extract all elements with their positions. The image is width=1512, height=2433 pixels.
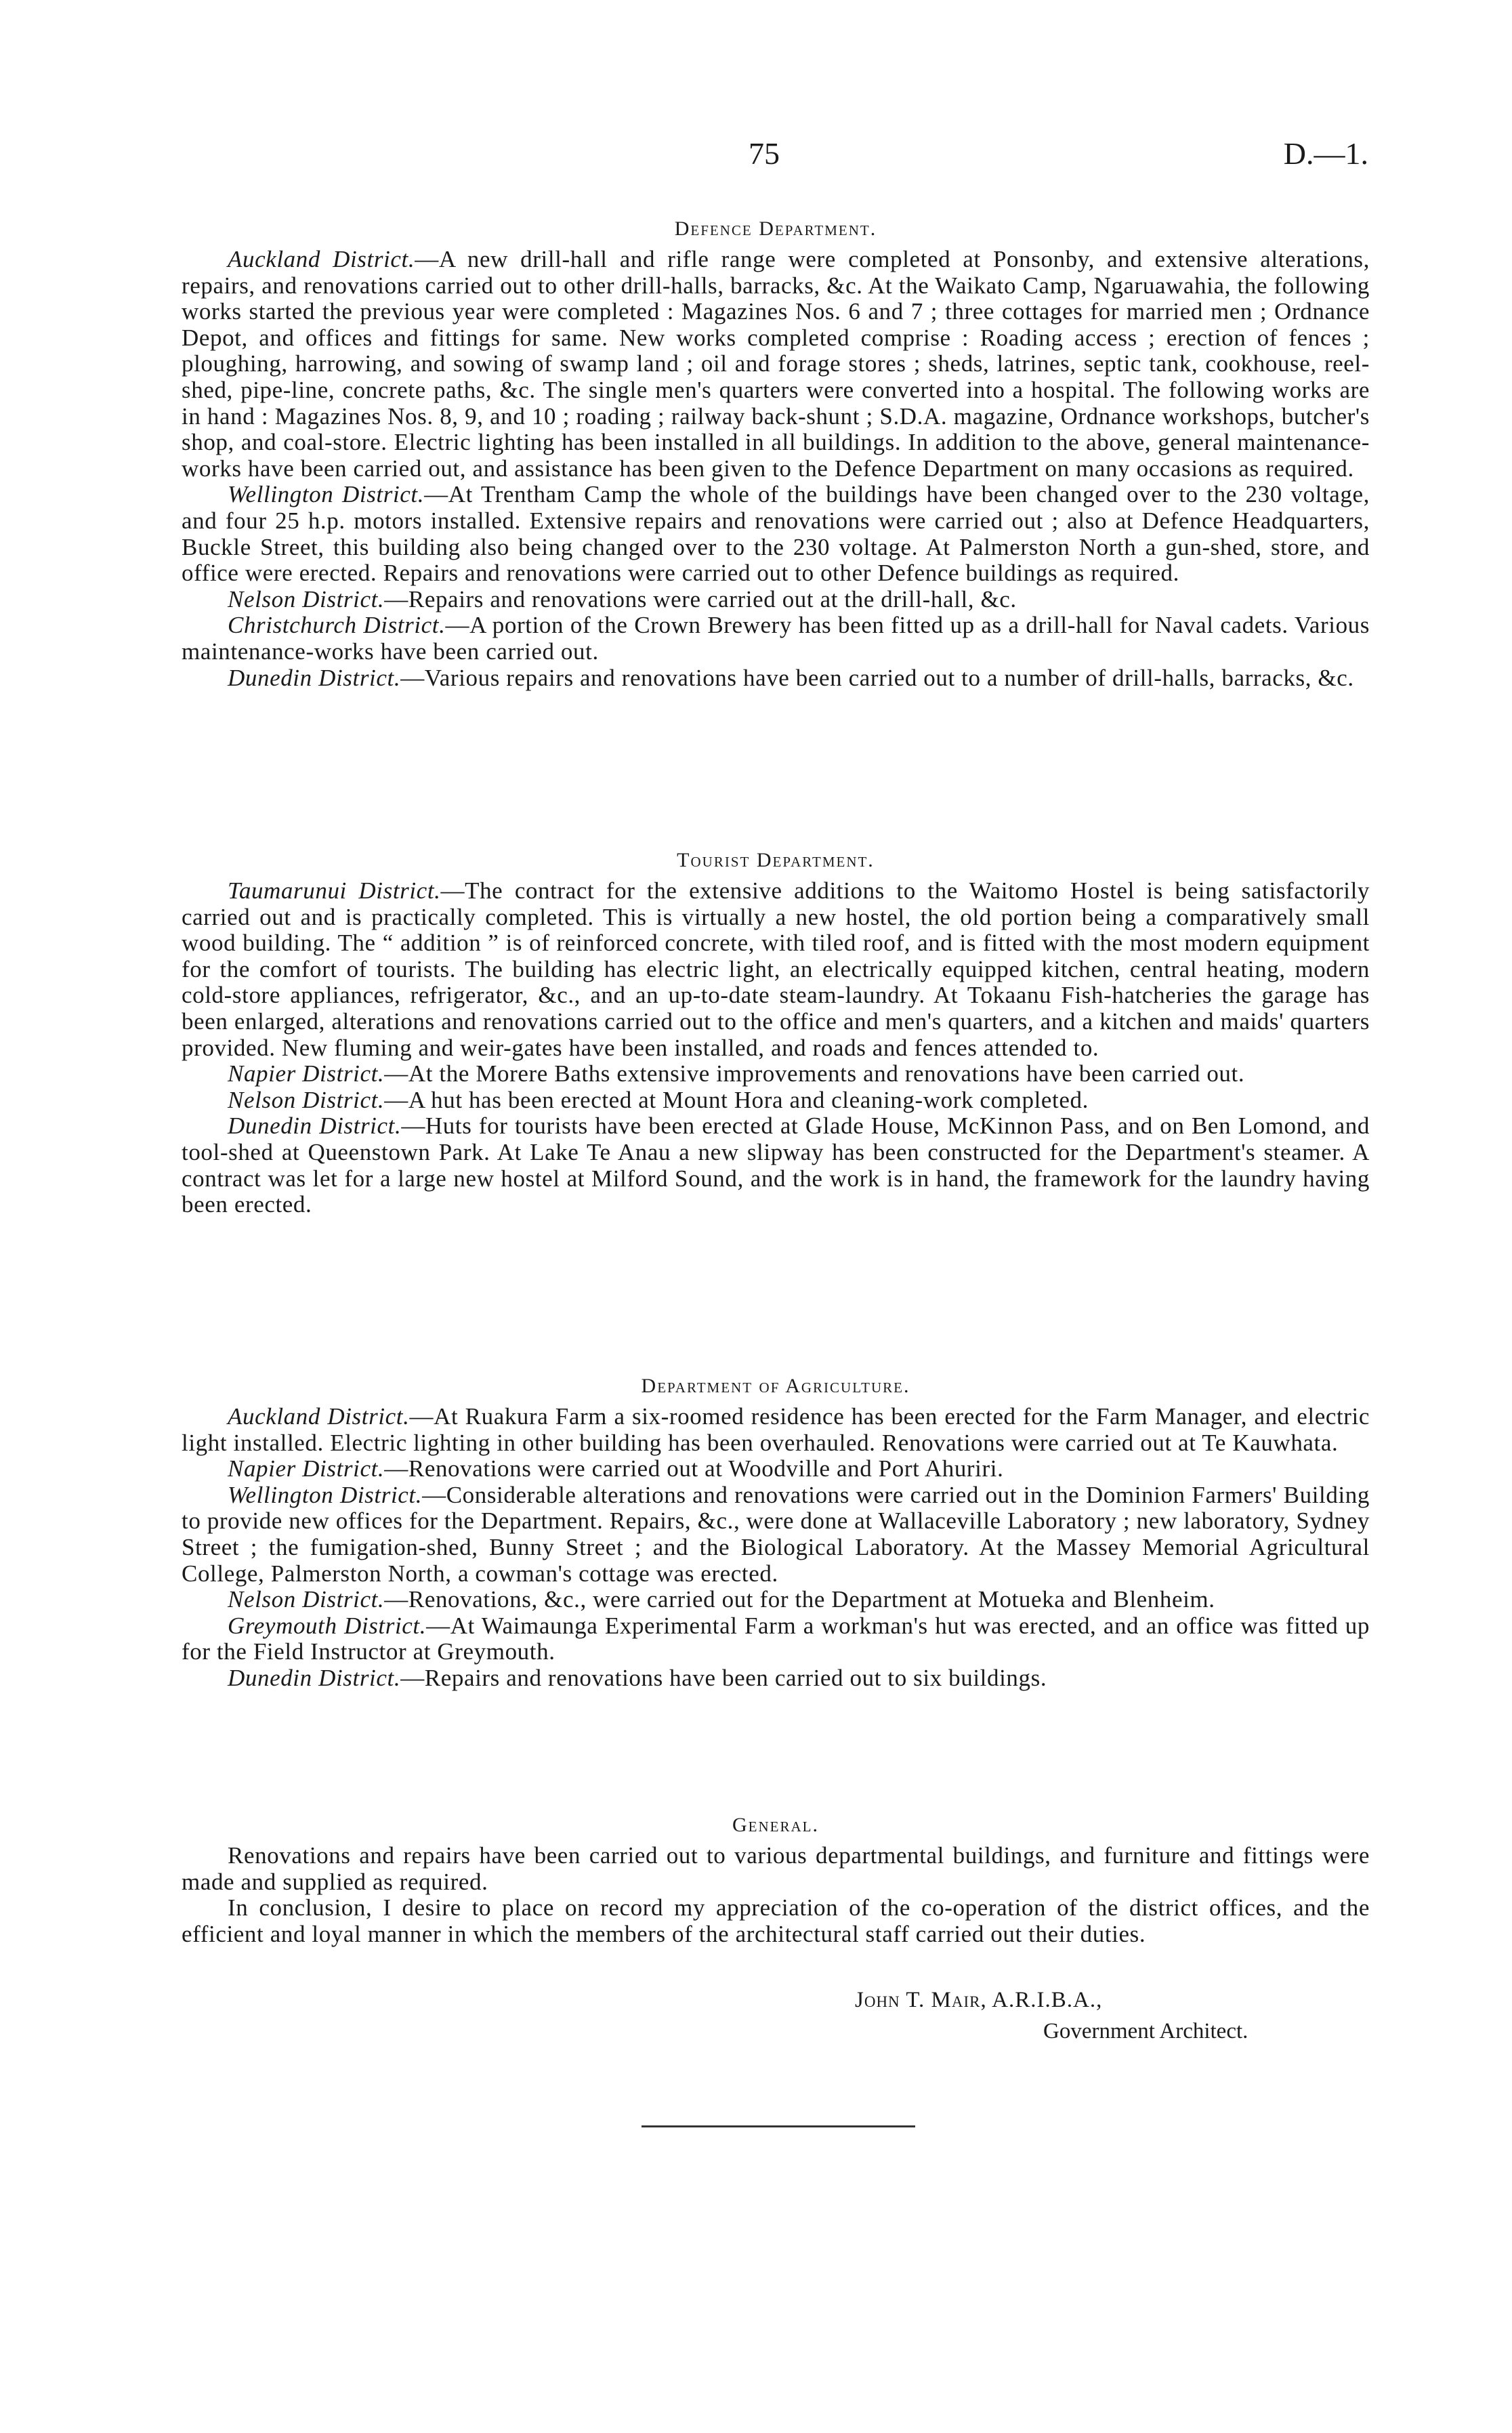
section-general: [182, 1812, 1370, 1947]
district-lead: Napier District.: [228, 1060, 385, 1087]
paragraph: [182, 1665, 1370, 1692]
paragraph-text: —Repairs and renovations have been carried out to six buildings.: [400, 1664, 1047, 1691]
paragraph: [182, 1404, 1370, 1456]
paragraph: [182, 1482, 1370, 1587]
paragraph-text: —A portion of the Crown Brewery has been fitted up as a drill-hall for Naval cadets. Various maintenance-works have been carried out.: [182, 612, 1370, 665]
section-heading: Defence Department.: [674, 217, 877, 240]
district-lead: Auckland District.: [228, 246, 415, 272]
section-agriculture: [182, 1373, 1370, 1692]
district-lead: Greymouth District.: [228, 1612, 427, 1639]
section-defence: [182, 215, 1370, 691]
paragraph-text: —The contract for the extensive additions to the Waitomo Hostel is being satisfactorily carried out and is practically completed. This is virtually a new hostel, the old portion being a comparatively small wood building. The “ addition ” is of reinforced concrete, with tiled roof, and is fitted with the most modern equipment for the comfort of tourists. The building has electric light, an electrically equipped kitchen, central heating, modern cold-store appliances, refrigerator, &c., and an up-to-date steam-laundry. At Tokaanu Fish-hatcheries the garage has been enlarged, alterations and renovations carried out to the office and men's quarters, and a kitchen and maids' quarters provided. New fluming and weir-gates have been installed, and roads and fences attended to.: [182, 877, 1370, 1061]
paragraph: [182, 482, 1370, 586]
district-lead: Christchurch District.: [228, 612, 446, 639]
paragraph-text: —At the Morere Baths extensive improvements and renovations have been carried out.: [384, 1060, 1245, 1087]
section-heading: Tourist Department.: [677, 849, 875, 871]
district-lead: Dunedin District.: [228, 1112, 402, 1140]
signature-title: Government Architect.: [1043, 2019, 1248, 2043]
paragraph-text: —At Ruakura Farm a six-roomed residence has been erected for the Farm Manager, and electric light installed. Electric lighting in other building has been overhauled. Renovations were carried out at Te Kauwhata.: [182, 1403, 1370, 1456]
paragraph-text: —Renovations, &c., were carried out for the Department at Motueka and Blenheim.: [384, 1586, 1215, 1613]
district-lead: Napier District.: [228, 1455, 385, 1482]
paragraph: [182, 1087, 1370, 1114]
district-lead: Nelson District.: [228, 1586, 385, 1613]
district-lead: Nelson District.: [228, 585, 385, 612]
paragraph: [182, 1061, 1370, 1087]
paragraph: [182, 665, 1370, 692]
paragraph-text: —Renovations were carried out at Woodville and Port Ahuriri.: [384, 1455, 1004, 1482]
paragraph: [182, 878, 1370, 1061]
district-lead: Dunedin District.: [228, 1664, 401, 1691]
paragraph-text: —Considerable alterations and renovations were carried out in the Dominion Farmers' Building to provide new offices for the Department. Repairs, &c., were done at Wallaceville Laboratory ; new laboratory, Sydney Street ; the fumigation-shed, Bunny Street ; and the Biological Laboratory. At the Massey Memorial Agricultural College, Palmerston North, a cowman's cottage was erected.: [182, 1481, 1370, 1587]
district-lead: Taumarunui District.: [228, 877, 441, 904]
section-heading: General.: [732, 1814, 819, 1836]
paragraph: [182, 1587, 1370, 1613]
paragraph-text: —Various repairs and renovations have been carried out to a number of drill-halls, barracks, &c.: [400, 664, 1354, 691]
section-heading: Department of Agriculture.: [641, 1375, 910, 1397]
closing-rule: [642, 2125, 915, 2127]
paragraph-text: In conclusion, I desire to place on record my appreciation of the co-operation of the district offices, and the efficient and loyal manner in which the members of the architectural staff carried out their duties.: [182, 1894, 1370, 1947]
paragraph: [182, 1613, 1370, 1665]
district-lead: Nelson District.: [228, 1086, 385, 1113]
district-lead: Wellington District.: [228, 481, 425, 508]
paragraph: [182, 612, 1370, 665]
signature-name: John T. Mair, A.R.I.B.A.,: [855, 1988, 1103, 2012]
paragraph: [182, 1895, 1370, 1947]
paragraph: [182, 1456, 1370, 1482]
paragraph: [182, 247, 1370, 482]
paragraph: [182, 587, 1370, 613]
district-lead: Auckland District.: [228, 1403, 410, 1430]
district-lead: Wellington District.: [228, 1481, 423, 1508]
paragraph-text: —At Trentham Camp the whole of the buildings have been changed over to the 230 voltage, and four 25 h.p. motors installed. Extensive repairs and renovations were carried out ; also at Defence Headquarters, Buckle Street, this building also being changed over to the 230 voltage. At Palmerston North a gun-shed, store, and office were erected. Repairs and renovations were carried out to other Defence buildings as required.: [182, 481, 1370, 587]
paragraph-text: Renovations and repairs have been carried out to various departmental buildings, and furniture and fittings were made and supplied as required.: [182, 1842, 1370, 1895]
paragraph-text: —A hut has been erected at Mount Hora and cleaning-work completed.: [384, 1086, 1089, 1113]
section-tourist: [182, 847, 1370, 1218]
paragraph: [182, 1113, 1370, 1218]
paragraph-text: —Huts for tourists have been erected at Glade House, McKinnon Pass, and on Ben Lomond, and tool-shed at Queenstown Park. At Lake Te Anau a new slipway has been constructed for the Department's steamer. A contract was let for a large new hostel at Milford Sound, and the work is in hand, the framework for the laundry having been erected.: [182, 1112, 1370, 1218]
paragraph-text: —At Waimaunga Experimental Farm a workman's hut was erected, and an office was fitted up for the Field Instructor at Greymouth.: [182, 1612, 1370, 1665]
paragraph-text: —Repairs and renovations were carried out at the drill-hall, &c.: [384, 585, 1017, 612]
page-number: 75: [749, 136, 780, 171]
document-reference: D.—1.: [1283, 136, 1368, 171]
paragraph-text: —A new drill-hall and rifle range were completed at Ponsonby, and extensive alterations, repairs, and renovations carried out to other drill-halls, barracks, &c. At the Waikato Camp, Ngaruawahia, the following works started the previous year were completed : Magazines Nos. 6 and 7 ; three cottages for married men ; Ordnance Depot, and offices and fittings for same. New works completed comprise : Roading access ; erection of fences ; ploughing, harrowing, and sowing of swamp land ; oil and forage stores ; sheds, latrines, septic tank, cookhouse, reel-shed, pipe-line, concrete paths, &c. The single men's quarters were converted into a hospital. The following works are in hand : Magazines Nos. 8, 9, and 10 ; roading ; railway back-shunt ; S.D.A. magazine, Ordnance workshops, butcher's shop, and coal-store. Electric lighting has been installed in all buildings. In addition to the above, general maintenance-works have been carried out, and assistance has been given to the Defence Department on many occasions as required.: [182, 246, 1370, 482]
paragraph: [182, 1843, 1370, 1895]
district-lead: Dunedin District.: [228, 664, 401, 691]
